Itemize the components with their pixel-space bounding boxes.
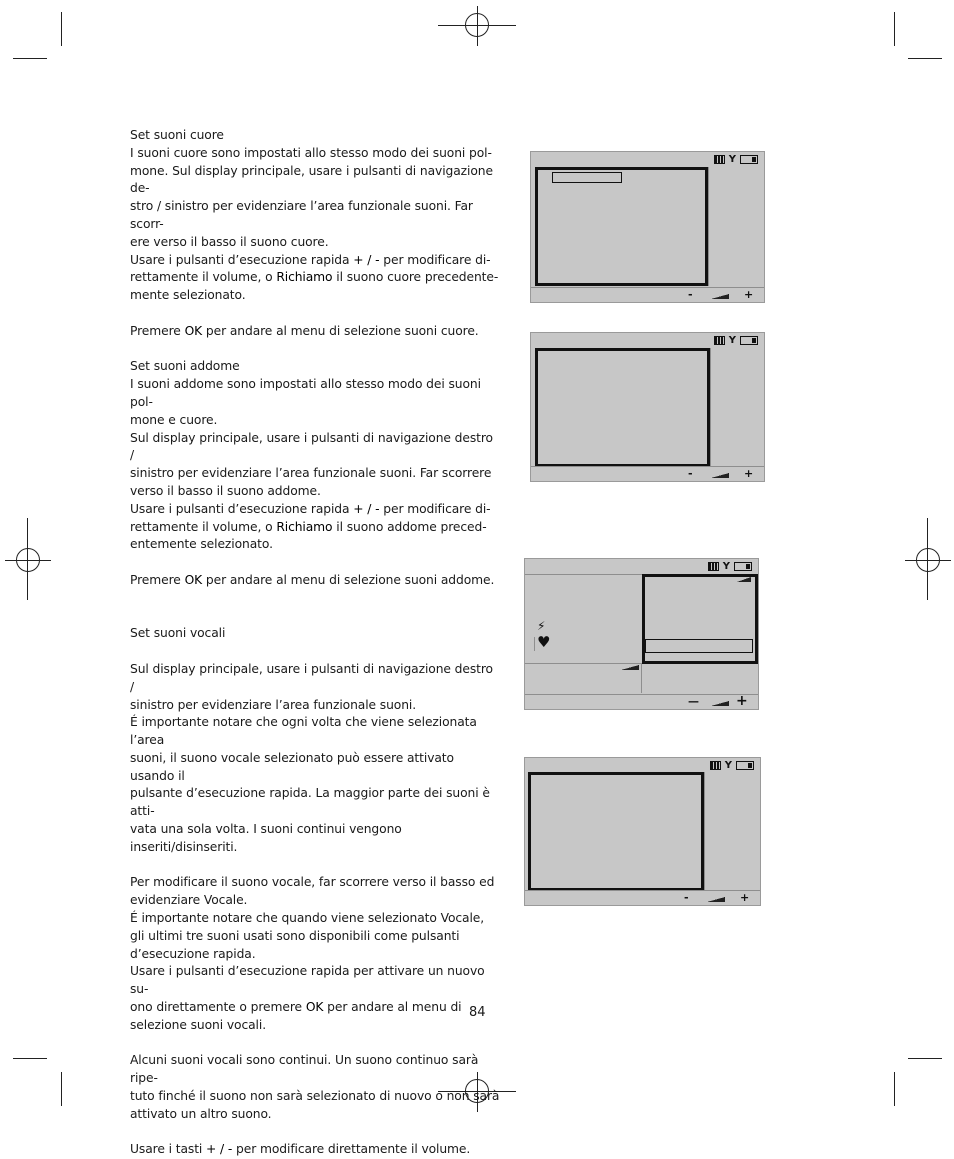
- paragraph-line: I suoni addome sono impostati allo stesso modo dei suoni pol-: [130, 377, 481, 409]
- text: ono direttamente o premere: [130, 1000, 306, 1015]
- plus-minus-key: + / -: [353, 252, 380, 267]
- volume-plus-button[interactable]: +: [744, 467, 754, 480]
- text: Premere: [130, 572, 185, 587]
- device-screen-vocal: [524, 558, 759, 710]
- signal-bars-icon: [710, 761, 721, 770]
- paragraph-line: [130, 572, 500, 590]
- ok-key: OK: [184, 323, 203, 338]
- battery-icon: [734, 562, 752, 571]
- volume-plus-button[interactable]: +: [744, 288, 754, 301]
- manual-text-column: [130, 127, 500, 1159]
- paragraph-line: [130, 519, 500, 537]
- paragraph-line: I suoni cuore sono impostati allo stesso modo dei suoni pol-: [130, 145, 492, 160]
- paragraph-line: [130, 501, 500, 519]
- main-display-area: [535, 167, 708, 286]
- section-title-heart: Set suoni cuore: [130, 128, 224, 142]
- text: il suono addome preced-: [332, 519, 487, 534]
- status-icons: [714, 155, 758, 164]
- selection-highlight: [552, 172, 622, 183]
- paragraph-line: Usare i pulsanti d’esecuzione rapida per attivare un nuovo su-: [130, 964, 485, 997]
- volume-icon: [621, 665, 639, 670]
- paragraph-line: sinistro per evidenziare l’area funzionale suoni.: [130, 697, 417, 712]
- crop-mark: [894, 12, 895, 46]
- selection-highlight: [645, 639, 753, 653]
- recall-key: Richiamo: [276, 519, 333, 534]
- signal-bars-icon: [714, 155, 725, 164]
- text: per andare al menu di selezione suoni cuore.: [202, 323, 479, 338]
- paragraph-line: É importante notare che ogni volta che viene selezionata l’area: [130, 715, 477, 748]
- volume-icon: [707, 897, 725, 902]
- softkey-bar: [525, 890, 760, 905]
- recall-key: Richiamo: [276, 270, 333, 285]
- paragraph-line: selezione suoni vocali.: [130, 1017, 266, 1032]
- plus-minus-key: + / -: [353, 501, 380, 516]
- volume-plus-button[interactable]: +: [740, 891, 750, 904]
- signal-bars-icon: [714, 336, 725, 345]
- text: per modificare di-: [379, 252, 491, 267]
- crop-mark: [477, 6, 478, 46]
- paragraph-line: d’esecuzione rapida.: [130, 946, 256, 961]
- text: per andare al menu di: [323, 1000, 462, 1015]
- text: Premere: [130, 323, 185, 338]
- battery-icon: [740, 155, 758, 164]
- heart-icon: ♥: [537, 633, 551, 651]
- status-bar: [525, 559, 758, 573]
- main-display-area: [528, 772, 704, 891]
- status-bar: [525, 758, 760, 772]
- panel-divider: [534, 637, 535, 651]
- page-number: 84: [469, 1005, 486, 1020]
- paragraph-line: suoni, il suono vocale selezionato può essere attivato usando il: [130, 750, 454, 783]
- volume-plus-button[interactable]: +: [736, 693, 748, 709]
- text: per modificare di-: [379, 501, 491, 516]
- crop-mark: [13, 1058, 47, 1059]
- paragraph-line: entemente selezionato.: [130, 537, 273, 552]
- crop-mark: [905, 560, 951, 561]
- paragraph-line: Per modificare il suono vocale, far scorrere verso il basso ed: [130, 875, 495, 890]
- section-title-abdomen: Set suoni addome: [130, 359, 240, 374]
- antenna-icon: Y: [728, 154, 736, 165]
- paragraph-line: mente selezionato.: [130, 288, 246, 303]
- status-icons: [714, 336, 758, 345]
- crop-mark: [5, 560, 51, 561]
- softkey-bar: [531, 466, 764, 481]
- text: per modificare direttamente il volume.: [232, 1142, 471, 1157]
- side-panel: [708, 167, 764, 286]
- device-screen-abdomen: [530, 332, 765, 482]
- text: il suono cuore precedente-: [332, 270, 499, 285]
- paragraph-line: vata una sola volta. I suoni continui vengono inseriti/disinseriti.: [130, 822, 402, 854]
- text: Usare i tasti: [130, 1142, 207, 1157]
- paragraph-line: mone e cuore.: [130, 412, 218, 427]
- paragraph-line: [130, 999, 500, 1017]
- ok-key: OK: [184, 572, 203, 587]
- crop-mark: [61, 1072, 62, 1106]
- paragraph-line: [130, 323, 500, 341]
- text: Usare i pulsanti d’esecuzione rapida: [130, 252, 354, 267]
- volume-minus-button[interactable]: —: [688, 695, 699, 708]
- volume-icon: [711, 294, 729, 299]
- paragraph-line: É importante notare che quando viene selezionato Vocale,: [130, 911, 485, 926]
- crop-mark: [27, 518, 28, 600]
- status-icons: [708, 562, 752, 571]
- paragraph-line: mone. Sul display principale, usare i pulsanti di navigazione de-: [130, 163, 493, 196]
- crop-mark: [13, 58, 47, 59]
- crop-mark: [908, 1058, 942, 1059]
- panel-divider: [525, 663, 642, 664]
- volume-minus-button[interactable]: -: [684, 891, 689, 904]
- volume-icon: [711, 701, 729, 706]
- text: rettamente il volume, o: [130, 270, 277, 285]
- paragraph-line: gli ultimi tre suoni usati sono disponibili come pulsanti: [130, 928, 460, 943]
- status-icons: [710, 761, 754, 770]
- antenna-icon: Y: [724, 760, 732, 771]
- paragraph-line: ere verso il basso il suono cuore.: [130, 234, 329, 249]
- status-bar: [531, 333, 764, 347]
- crop-mark: [908, 58, 942, 59]
- battery-icon: [740, 336, 758, 345]
- paragraph-line: Sul display principale, usare i pulsanti di navigazione destro /: [130, 430, 493, 463]
- paragraph-line: evidenziare Vocale.: [130, 893, 248, 908]
- paragraph-line: stro / sinistro per evidenziare l’area funzionale suoni. Far scorr-: [130, 199, 473, 231]
- status-bar: [531, 152, 764, 166]
- text: per andare al menu di selezione suoni addome.: [202, 572, 495, 587]
- volume-minus-button[interactable]: -: [688, 288, 693, 301]
- paragraph-line: sinistro per evidenziare l’area funzionale suoni. Far scorrere: [130, 466, 492, 481]
- paragraph-line: attivato un altro suono.: [130, 1106, 272, 1121]
- paragraph-line: verso il basso il suono addome.: [130, 483, 321, 498]
- plus-minus-key: + / -: [206, 1142, 233, 1157]
- volume-icon: [711, 473, 729, 478]
- crop-mark: [927, 518, 928, 600]
- signal-bars-icon: [708, 562, 719, 571]
- crop-mark: [894, 1072, 895, 1106]
- main-display-area: [535, 348, 710, 467]
- ok-key: OK: [305, 1000, 324, 1015]
- antenna-icon: Y: [722, 561, 730, 572]
- panel-divider: [641, 663, 642, 693]
- text: rettamente il volume, o: [130, 519, 277, 534]
- device-screen-vocal-menu: [524, 757, 761, 906]
- crop-mark: [61, 12, 62, 46]
- paragraph-line: Alcuni suoni vocali sono continui. Un suono continuo sarà ripe-: [130, 1053, 479, 1086]
- volume-minus-button[interactable]: -: [688, 467, 693, 480]
- battery-icon: [736, 761, 754, 770]
- antenna-icon: Y: [728, 335, 736, 346]
- paragraph-line: pulsante d’esecuzione rapida. La maggior parte dei suoni è atti-: [130, 786, 490, 819]
- paragraph-line: [130, 1141, 500, 1159]
- side-panel: [704, 772, 760, 891]
- paragraph-line: [130, 252, 500, 270]
- bolt-icon: ⚡: [537, 619, 546, 633]
- paragraph-line: tuto finché il suono non sarà selezionato di nuovo o non sarà: [130, 1089, 500, 1104]
- volume-icon: [737, 577, 751, 582]
- text: Usare i pulsanti d’esecuzione rapida: [130, 501, 354, 516]
- section-title-vocal: Set suoni vocali: [130, 626, 226, 641]
- paragraph-line: Sul display principale, usare i pulsanti di navigazione destro /: [130, 661, 493, 694]
- softkey-bar: [531, 287, 764, 302]
- softkey-bar: [525, 694, 758, 709]
- side-panel: [710, 348, 764, 467]
- device-screen-heart: [530, 151, 765, 303]
- panel-divider: [525, 574, 642, 575]
- paragraph-line: [130, 269, 500, 287]
